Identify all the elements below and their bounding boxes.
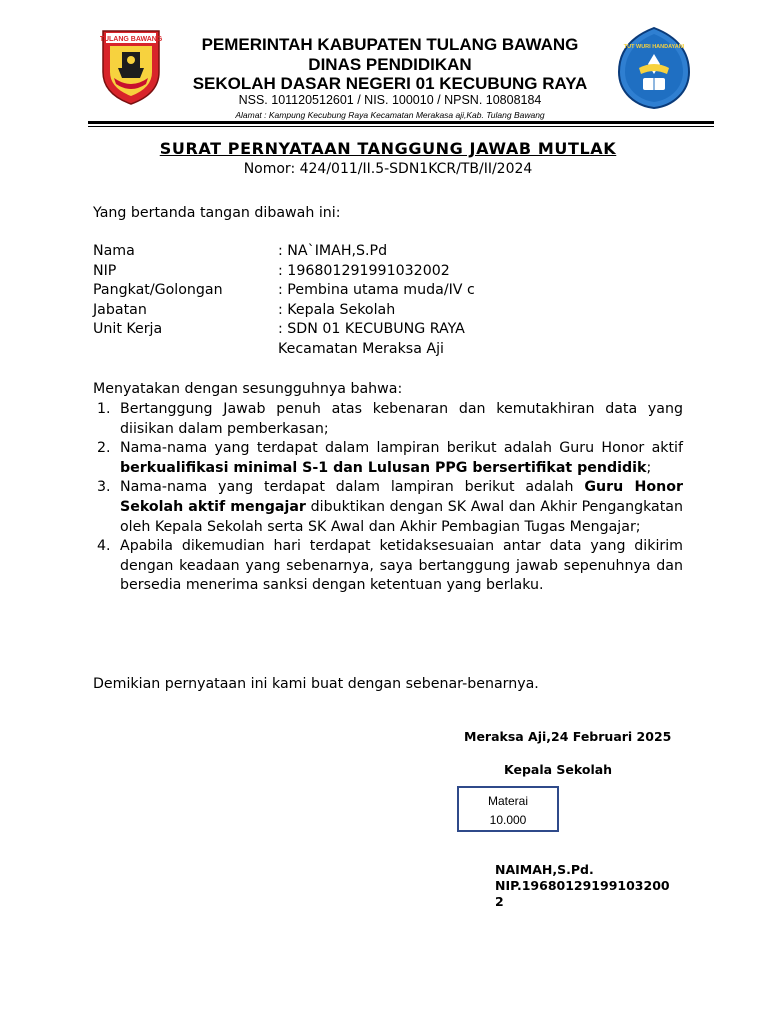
materai-label: Materai bbox=[487, 794, 528, 808]
jabatan-value: : Kepala Sekolah bbox=[278, 302, 396, 318]
letterhead-rule-thin bbox=[88, 126, 714, 127]
signatory-name: NAIMAH,S.Pd. bbox=[495, 862, 594, 877]
svg-text:TULANG BAWANG: TULANG BAWANG bbox=[100, 36, 162, 43]
list-text: ; bbox=[646, 459, 652, 476]
svg-text:TUT WURI HANDAYANI: TUT WURI HANDAYANI bbox=[623, 44, 685, 50]
unit-kerja-value-line2: Kecamatan Meraksa Aji bbox=[278, 341, 444, 357]
list-text: Apabila dikemudian hari terdapat ketidaksesuaian antar data yang dikirim dengan keadaan yang sebenarnya, saya bertanggung jawab sepenuhnya dan bersedia menerima sanksi dengan ketentuan yang berlaku. bbox=[120, 538, 683, 594]
kop-identitas: NSS. 101120512601 / NIS. 100010 / NPSN. 10808184 bbox=[238, 93, 542, 107]
kop-sekolah: SEKOLAH DASAR NEGERI 01 KECUBUNG RAYA bbox=[192, 74, 588, 93]
list-item bbox=[93, 537, 683, 596]
statement-intro: Menyatakan dengan sesungguhnya bahwa: bbox=[93, 381, 403, 397]
materai-value: 10.000 bbox=[489, 813, 527, 827]
document-number: Nomor: 424/011/II.5-SDN1KCR/TB/II/2024 bbox=[243, 161, 533, 177]
opening-line: Yang bertanda tangan dibawah ini: bbox=[93, 205, 341, 221]
unit-kerja-label: Unit Kerja bbox=[93, 321, 163, 337]
unit-kerja-value: : SDN 01 KECUBUNG RAYA bbox=[278, 321, 465, 337]
document-title: SURAT PERNYATAAN TANGGUNG JAWAB MUTLAK bbox=[159, 139, 617, 158]
place-date: Meraksa Aji,24 Februari 2025 bbox=[464, 729, 672, 744]
signatory-nip: NIP.19680129199103200 bbox=[495, 878, 670, 893]
list-number: 2. bbox=[97, 440, 111, 457]
pangkat-label: Pangkat/Golongan bbox=[93, 282, 223, 298]
closing-line: Demikian pernyataan ini kami buat dengan sebenar-benarnya. bbox=[93, 676, 539, 692]
kop-dinas: DINAS PENDIDIKAN bbox=[308, 55, 472, 74]
list-text: Nama-nama yang terdapat dalam lampiran berikut adalah Guru Honor aktif bbox=[120, 440, 683, 457]
list-text: Bertanggung Jawab penuh atas kebenaran dan kemutakhiran data yang diisikan dalam pemberkasan; bbox=[120, 401, 683, 437]
signatory-nip-cont: 2 bbox=[495, 894, 504, 909]
nama-value: : NA`IMAH,S.Pd bbox=[278, 243, 388, 259]
list-number: 3. bbox=[97, 479, 111, 496]
statement-list bbox=[93, 400, 683, 596]
kop-alamat: Alamat : Kampung Kecubung Raya Kecamatan Merakasa aji,Kab. Tulang Bawang bbox=[235, 110, 545, 120]
nip-value: : 196801291991032002 bbox=[278, 263, 450, 279]
nip-label: NIP bbox=[93, 263, 117, 279]
list-text: Nama-nama yang terdapat dalam lampiran berikut adalah bbox=[120, 479, 585, 496]
pangkat-value: : Pembina utama muda/IV c bbox=[278, 282, 475, 298]
list-item bbox=[93, 400, 683, 439]
list-text-bold: Guru Honor Sekolah aktif mengajar bbox=[120, 479, 684, 515]
list-item bbox=[93, 478, 683, 537]
nama-label: Nama bbox=[93, 243, 135, 259]
list-text: dibuktikan dengan SK Awal dan Akhir Pengangkatan oleh Kepala Sekolah serta SK Awal dan Akhir Pembagian Tugas Mengajar; bbox=[120, 498, 683, 535]
kop-pemerintah: PEMERINTAH KABUPATEN TULANG BAWANG bbox=[201, 35, 579, 54]
list-text-bold: berkualifikasi minimal S-1 dan Lulusan PPG bersertifikat pendidik bbox=[120, 459, 647, 476]
list-number: 1. bbox=[97, 401, 111, 417]
signatory-position: Kepala Sekolah bbox=[504, 762, 613, 777]
list-number: 4. bbox=[97, 538, 111, 555]
letterhead-rule-thick bbox=[88, 121, 714, 124]
list-item bbox=[93, 439, 683, 478]
jabatan-label: Jabatan bbox=[93, 302, 147, 318]
materai-stamp-box bbox=[457, 786, 559, 832]
